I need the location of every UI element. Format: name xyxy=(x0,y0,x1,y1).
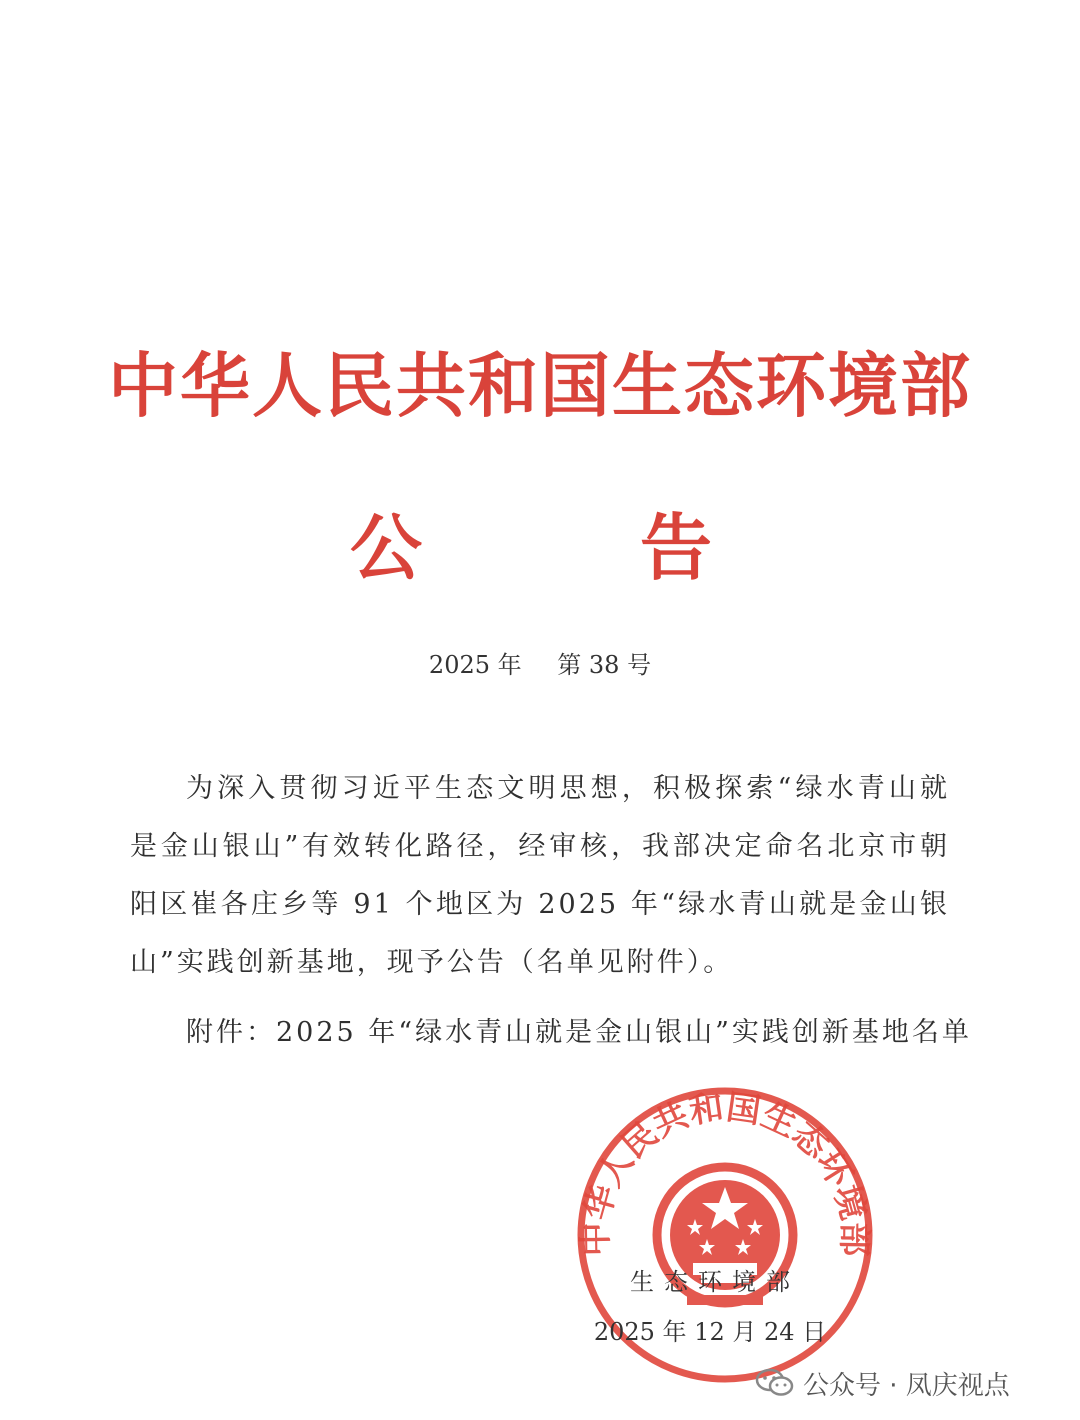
body-paragraph: 为深入贯彻习近平生态文明思想，积极探索“绿水青山就是金山银山”有效转化路径，经审核，我部决定命名北京市朝阳区崔各庄乡等 91 个地区为 2025 年“绿水青山就是金山银山”实践创新基地，现予公告（名单见附件）。 xyxy=(130,773,950,978)
issue-date: 2025 年 12 月 24 日 xyxy=(593,1318,827,1346)
issuer-title: 中华人民共和国生态环境部 xyxy=(108,345,972,427)
wechat-icon xyxy=(755,1368,795,1398)
signatory: 生态环境部 xyxy=(630,1268,800,1296)
document-type-char-1: 公 xyxy=(350,506,423,590)
watermark-text: 公众号 · 凤庆视点 xyxy=(803,1370,1010,1401)
document-serial: 第 38 号 xyxy=(557,651,652,679)
seal-text: 中华人民共和国生态环境部 xyxy=(575,1087,875,1257)
document-type-char-2: 告 xyxy=(640,506,713,590)
document-number xyxy=(0,645,1080,680)
document-type xyxy=(0,490,1080,590)
attachment-line: 附件：2025 年“绿水青山就是金山银山”实践创新基地名单 xyxy=(186,1017,972,1048)
watermark xyxy=(755,1366,1010,1400)
document-year: 2025 年 xyxy=(428,651,522,679)
